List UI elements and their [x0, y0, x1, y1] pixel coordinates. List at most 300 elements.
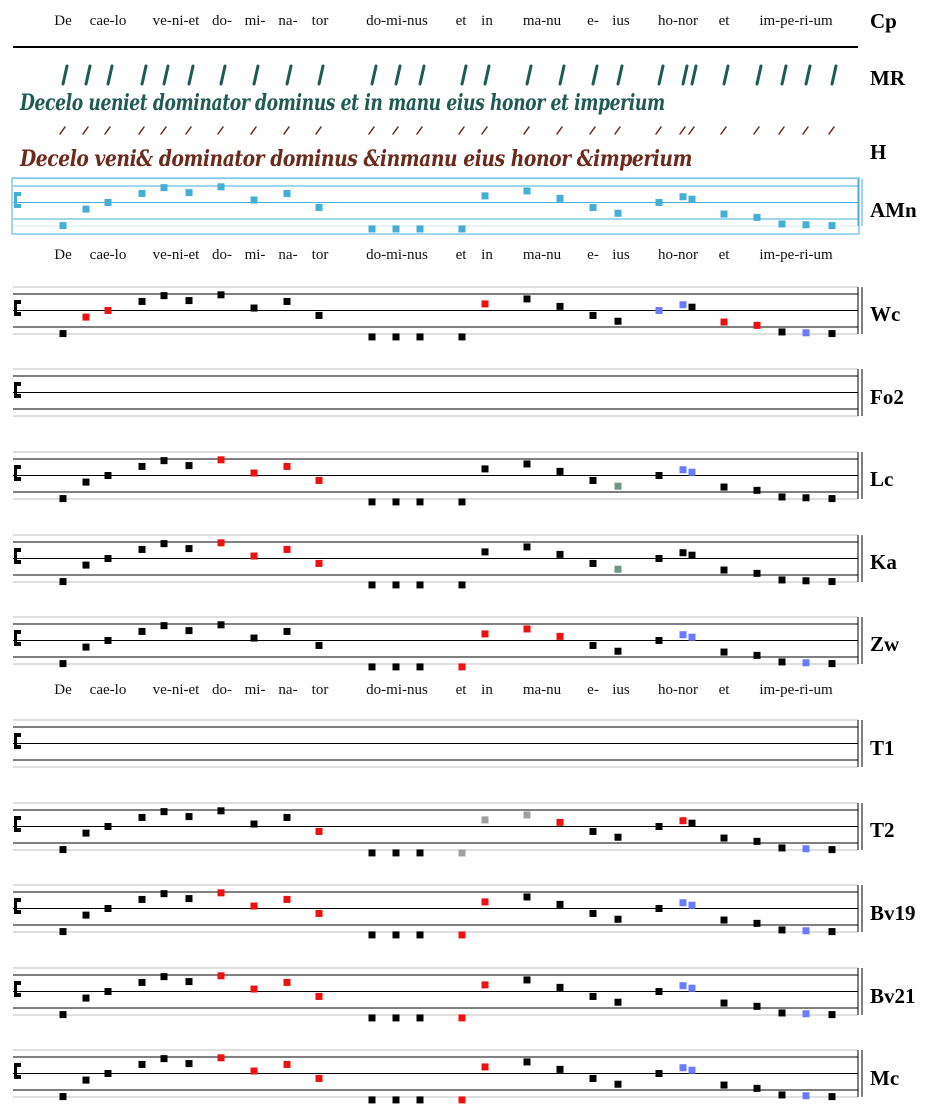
h-neume-stroke: [139, 127, 144, 134]
amn-note: [656, 199, 663, 206]
bv21-staff-note: [60, 1011, 67, 1018]
wc-staff-note: [218, 291, 225, 298]
t2-staff-note: [482, 816, 489, 823]
amn-note: [459, 225, 466, 232]
mc-staff-note: [721, 1082, 728, 1089]
ka-staff-note: [83, 562, 90, 569]
bv21-staff-note: [393, 1014, 400, 1021]
h-neume-stroke: [590, 127, 595, 134]
bv19-staff-note: [557, 901, 564, 908]
ka-staff-note: [482, 548, 489, 555]
ka-staff-note: [680, 549, 687, 556]
amn-note: [557, 195, 564, 202]
syllable: cae-lo: [89, 13, 127, 29]
ka-staff-note: [656, 555, 663, 562]
bv19-staff-note: [369, 931, 376, 938]
bv21-staff-note: [615, 999, 622, 1006]
lc-staff-note: [689, 469, 696, 476]
lc-staff-note: [60, 495, 67, 502]
lc-staff-note: [721, 484, 728, 491]
mr-neume-stroke: [164, 66, 168, 84]
h-neume-stroke: [161, 127, 166, 134]
mc-staff-note: [139, 1061, 146, 1068]
bv21-staff-note: [590, 993, 597, 1000]
wc-staff-note: [393, 333, 400, 340]
syllable: et: [455, 682, 467, 698]
ka-staff-clef-icon: [14, 548, 21, 564]
bv21-staff-note: [316, 993, 323, 1000]
mc-staff-note: [417, 1096, 424, 1103]
siglum-lc: Lc: [870, 467, 894, 491]
siglum-fo2: Fo2: [870, 385, 904, 409]
wc-staff-note: [721, 319, 728, 326]
t2-staff-note: [316, 828, 323, 835]
ka-staff-note: [557, 551, 564, 558]
siglum-t2: T2: [870, 818, 895, 842]
ka-staff-note: [721, 567, 728, 574]
amn-note: [139, 190, 146, 197]
bv19-staff-note: [60, 928, 67, 935]
siglum-zw: Zw: [870, 632, 900, 656]
zw-staff-note: [284, 628, 291, 635]
manuscript-mr-text: Decelo ueniet dominator dominus et in manu eius honor et imperium: [20, 90, 665, 116]
fo2-staff-clef-icon: [14, 382, 21, 398]
wc-staff-note: [161, 292, 168, 299]
zw-staff-note: [721, 649, 728, 656]
amn-note: [680, 193, 687, 200]
amn-note: [417, 225, 424, 232]
syllable: e-: [587, 247, 599, 263]
mr-neume-stroke: [189, 66, 193, 84]
wc-staff-note: [590, 312, 597, 319]
amn-note: [524, 187, 531, 194]
mc-staff-note: [105, 1070, 112, 1077]
amn-note: [829, 222, 836, 229]
wc-staff-note: [251, 305, 258, 312]
lc-staff-note: [829, 495, 836, 502]
amn-note: [284, 190, 291, 197]
bv21-staff-note: [251, 986, 258, 993]
lc-staff-note: [557, 468, 564, 475]
syllable: ho-nor: [658, 13, 698, 29]
t2-staff-note: [83, 830, 90, 837]
bv19-staff-note: [186, 895, 193, 902]
amn-note: [83, 206, 90, 213]
bv19-staff-note: [284, 896, 291, 903]
zw-staff-note: [656, 637, 663, 644]
h-neume-stroke: [393, 127, 398, 134]
t2-staff-note: [417, 849, 424, 856]
t2-staff-note: [524, 811, 531, 818]
mc-staff-note: [680, 1064, 687, 1071]
h-neume-stroke: [829, 127, 834, 134]
amn-note: [590, 204, 597, 211]
t2-staff-note: [803, 845, 810, 852]
wc-staff-note: [779, 328, 786, 335]
h-neume-stroke: [83, 127, 88, 134]
h-neume-stroke: [459, 127, 464, 134]
lc-staff-note: [482, 465, 489, 472]
bv21-staff-note: [803, 1010, 810, 1017]
bv19-staff-note: [615, 916, 622, 923]
mc-staff-note: [393, 1096, 400, 1103]
bv21-staff-note: [284, 979, 291, 986]
syllable: tor: [311, 247, 329, 263]
lc-staff-note: [105, 472, 112, 479]
wc-staff-note: [369, 333, 376, 340]
wc-staff-note: [829, 330, 836, 337]
mc-staff-note: [615, 1081, 622, 1088]
bv21-staff-clef-icon: [14, 981, 21, 997]
syllable: et: [718, 13, 730, 29]
siglum-mc: Mc: [870, 1066, 900, 1090]
t2-staff-note: [218, 807, 225, 814]
amn-note: [369, 225, 376, 232]
mc-staff-note: [218, 1054, 225, 1061]
mc-staff-note: [284, 1061, 291, 1068]
wc-staff-note: [417, 333, 424, 340]
zw-staff-note: [139, 628, 146, 635]
bv19-staff-note: [721, 917, 728, 924]
t2-staff-note: [369, 849, 376, 856]
syllable: in: [481, 682, 493, 698]
syllable: ve-ni-et: [152, 247, 200, 263]
h-neume-stroke: [186, 127, 191, 134]
zw-staff-clef-icon: [14, 630, 21, 646]
syllable: e-: [587, 13, 599, 29]
t2-staff-note: [139, 814, 146, 821]
syllable: ius: [612, 13, 630, 29]
lc-staff-note: [417, 498, 424, 505]
zw-staff-note: [680, 631, 687, 638]
siglum-bv19: Bv19: [870, 901, 916, 925]
mc-staff-note: [60, 1093, 67, 1100]
mr-neume-stroke: [782, 66, 786, 84]
mr-neume-stroke: [420, 66, 424, 84]
bv21-staff-note: [83, 995, 90, 1002]
t2-staff-note: [779, 844, 786, 851]
bv19-staff-note: [83, 912, 90, 919]
syllable: do-mi-nus: [366, 13, 428, 29]
syllable: ius: [612, 682, 630, 698]
ka-staff-note: [417, 581, 424, 588]
lc-staff-note: [186, 462, 193, 469]
siglum-bv21: Bv21: [870, 984, 916, 1008]
ka-staff-note: [284, 546, 291, 553]
syllable: im-pe-ri-um: [759, 682, 833, 698]
t2-staff-note: [284, 814, 291, 821]
wc-staff-note: [524, 295, 531, 302]
zw-staff-note: [459, 663, 466, 670]
bv21-staff-note: [689, 985, 696, 992]
syllable: na-: [278, 13, 298, 29]
syllable: tor: [311, 682, 329, 698]
wc-staff-note: [186, 297, 193, 304]
siglum-mr: MR: [870, 66, 905, 90]
h-neume-stroke: [316, 127, 321, 134]
zw-staff-note: [829, 660, 836, 667]
zw-staff-note: [524, 625, 531, 632]
h-neume-stroke: [524, 127, 529, 134]
mr-neume-stroke: [319, 66, 323, 84]
t2-staff-note: [557, 819, 564, 826]
bv19-staff-note: [829, 928, 836, 935]
zw-staff-note: [105, 637, 112, 644]
lc-staff-note: [524, 460, 531, 467]
mr-neume-stroke: [142, 66, 146, 84]
zw-staff-note: [161, 622, 168, 629]
lc-staff-note: [803, 494, 810, 501]
bv19-staff-note: [680, 899, 687, 906]
wc-staff-note: [557, 303, 564, 310]
syllable: do-: [212, 682, 232, 698]
lc-staff-note: [251, 470, 258, 477]
lc-staff-note: [615, 483, 622, 490]
mr-neume-stroke: [254, 66, 258, 84]
wc-staff-note: [459, 333, 466, 340]
syllable: na-: [278, 247, 298, 263]
bv21-staff-note: [680, 982, 687, 989]
syllable: mi-: [244, 13, 266, 29]
ka-staff-note: [754, 570, 761, 577]
syllable: im-pe-ri-um: [759, 247, 833, 263]
t2-staff-note: [105, 823, 112, 830]
bv19-staff-note: [218, 889, 225, 896]
ka-staff-note: [393, 581, 400, 588]
mc-staff-note: [779, 1091, 786, 1098]
amn-note: [615, 210, 622, 217]
mc-staff-note: [316, 1075, 323, 1082]
lc-staff-note: [590, 477, 597, 484]
bv19-staff-note: [161, 890, 168, 897]
syllable: ma-nu: [522, 682, 562, 698]
bv19-staff-note: [417, 931, 424, 938]
wc-staff-note: [689, 304, 696, 311]
h-neume-stroke: [218, 127, 223, 134]
siglum-wc: Wc: [870, 302, 901, 326]
mc-staff-note: [369, 1096, 376, 1103]
bv19-staff-note: [482, 898, 489, 905]
mr-neume-stroke: [659, 66, 663, 84]
syllable: et: [718, 682, 730, 698]
zw-staff-note: [369, 663, 376, 670]
amn-note: [721, 211, 728, 218]
wc-staff-note: [615, 318, 622, 325]
amn-note: [754, 214, 761, 221]
ka-staff-note: [689, 552, 696, 559]
syllable: De: [54, 247, 72, 263]
t2-staff-clef-icon: [14, 816, 21, 832]
mc-staff-note: [161, 1055, 168, 1062]
mr-neume-stroke: [618, 66, 622, 84]
syllable: ve-ni-et: [152, 13, 200, 29]
zw-staff-note: [779, 658, 786, 665]
mr-neume-stroke: [221, 66, 225, 84]
tl-staff-clef-icon: [14, 733, 21, 749]
zw-staff-note: [83, 644, 90, 651]
lc-staff-note: [393, 498, 400, 505]
h-neume-stroke: [721, 127, 726, 134]
mr-neume-stroke: [683, 66, 687, 84]
zw-staff-note: [482, 630, 489, 637]
amn-note: [161, 184, 168, 191]
bv21-staff-note: [139, 979, 146, 986]
syllable: De: [54, 13, 72, 29]
bv19-staff-note: [139, 896, 146, 903]
bv21-staff-note: [161, 973, 168, 980]
h-neume-stroke: [417, 127, 422, 134]
ka-staff-note: [60, 578, 67, 585]
bv21-staff-note: [105, 988, 112, 995]
lc-staff-note: [779, 493, 786, 500]
syllable: do-: [212, 13, 232, 29]
lc-staff-clef-icon: [14, 465, 21, 481]
h-neume-stroke: [284, 127, 289, 134]
mc-staff-note: [803, 1092, 810, 1099]
t2-staff-note: [754, 838, 761, 845]
h-neume-stroke: [779, 127, 784, 134]
siglum-cp: Cp: [870, 9, 897, 33]
bv19-staff-note: [524, 893, 531, 900]
lc-staff-note: [284, 463, 291, 470]
h-neume-stroke: [482, 127, 487, 134]
amn-note: [779, 220, 786, 227]
bv19-staff-clef-icon: [14, 898, 21, 914]
mr-neume-stroke: [593, 66, 597, 84]
h-neume-stroke: [689, 127, 694, 134]
syllable: mi-: [244, 682, 266, 698]
amn-note: [60, 222, 67, 229]
wc-staff-note: [316, 312, 323, 319]
zw-staff-note: [689, 634, 696, 641]
t2-staff-note: [680, 817, 687, 824]
ka-staff-note: [105, 555, 112, 562]
ka-staff-note: [803, 577, 810, 584]
zw-staff-note: [803, 659, 810, 666]
lc-staff-note: [161, 457, 168, 464]
bv19-staff-note: [393, 931, 400, 938]
bv21-staff-note: [369, 1014, 376, 1021]
syllable: et: [455, 247, 467, 263]
bv21-staff-note: [557, 984, 564, 991]
syllable: et: [718, 247, 730, 263]
zw-staff-note: [251, 635, 258, 642]
zw-staff-note: [615, 648, 622, 655]
h-neume-stroke: [369, 127, 374, 134]
ka-staff-note: [615, 566, 622, 573]
mr-neume-stroke: [757, 66, 761, 84]
manuscript-h-text: Decelo veni& dominator dominus &inmanu eius honor &imperium: [20, 146, 692, 172]
mr-neume-stroke: [485, 66, 489, 84]
wc-staff-note: [139, 298, 146, 305]
lc-staff-note: [369, 498, 376, 505]
syllable: tor: [311, 13, 329, 29]
t2-staff-note: [721, 835, 728, 842]
mc-staff-note: [590, 1075, 597, 1082]
lc-staff-note: [316, 477, 323, 484]
syllable: ma-nu: [522, 247, 562, 263]
ka-staff-note: [218, 539, 225, 546]
wc-staff-note: [105, 307, 112, 314]
amn-note: [105, 199, 112, 206]
mr-neume-stroke: [287, 66, 291, 84]
t2-staff-note: [459, 849, 466, 856]
amn-note: [393, 225, 400, 232]
syllable: in: [481, 13, 493, 29]
bv19-staff-note: [689, 902, 696, 909]
syllable: ius: [612, 247, 630, 263]
h-neume-stroke: [615, 127, 620, 134]
h-neume-stroke: [557, 127, 562, 134]
mc-staff-note: [754, 1085, 761, 1092]
amn-note: [186, 189, 193, 196]
amn-staff-clef-icon: [14, 192, 21, 208]
bv21-staff-note: [524, 976, 531, 983]
lc-staff-note: [83, 479, 90, 486]
syllable: mi-: [244, 247, 266, 263]
lc-staff-note: [754, 487, 761, 494]
mr-neume-stroke: [806, 66, 810, 84]
amn-note: [803, 221, 810, 228]
ka-staff-note: [590, 560, 597, 567]
syllable: ho-nor: [658, 247, 698, 263]
amn-note: [482, 192, 489, 199]
amn-note: [251, 197, 258, 204]
t2-staff-note: [615, 834, 622, 841]
zw-staff-note: [417, 663, 424, 670]
syllable: ma-nu: [522, 13, 562, 29]
t2-staff-note: [590, 828, 597, 835]
bv19-staff-note: [754, 920, 761, 927]
zw-staff-note: [393, 663, 400, 670]
mr-neume-stroke: [108, 66, 112, 84]
bv19-staff-note: [316, 910, 323, 917]
t2-staff-note: [186, 813, 193, 820]
mr-neume-stroke: [86, 66, 90, 84]
h-neume-stroke: [803, 127, 808, 134]
lc-staff-note: [218, 456, 225, 463]
h-neume-stroke: [251, 127, 256, 134]
mr-neume-stroke: [832, 66, 836, 84]
amn-note: [316, 204, 323, 211]
wc-staff-note: [680, 301, 687, 308]
wc-staff-clef-icon: [14, 300, 21, 316]
ka-staff-note: [459, 581, 466, 588]
h-neume-stroke: [105, 127, 110, 134]
wc-staff-note: [754, 322, 761, 329]
mr-neume-stroke: [396, 66, 400, 84]
zw-staff-note: [60, 660, 67, 667]
mc-staff-note: [557, 1066, 564, 1073]
lc-staff-note: [459, 498, 466, 505]
syllable: cae-lo: [89, 682, 127, 698]
syllable: do-mi-nus: [366, 682, 428, 698]
mr-neume-stroke: [63, 66, 67, 84]
h-neume-stroke: [754, 127, 759, 134]
t2-staff-note: [689, 820, 696, 827]
ka-staff-note: [369, 581, 376, 588]
bv21-staff-note: [186, 978, 193, 985]
t2-staff-note: [60, 846, 67, 853]
mr-neume-stroke: [692, 66, 696, 84]
syllable: do-: [212, 247, 232, 263]
wc-staff-note: [83, 314, 90, 321]
bv21-staff-note: [482, 981, 489, 988]
bv21-staff-note: [656, 988, 663, 995]
t2-staff-note: [161, 808, 168, 815]
bv21-staff-note: [754, 1003, 761, 1010]
h-neume-stroke: [680, 127, 685, 134]
